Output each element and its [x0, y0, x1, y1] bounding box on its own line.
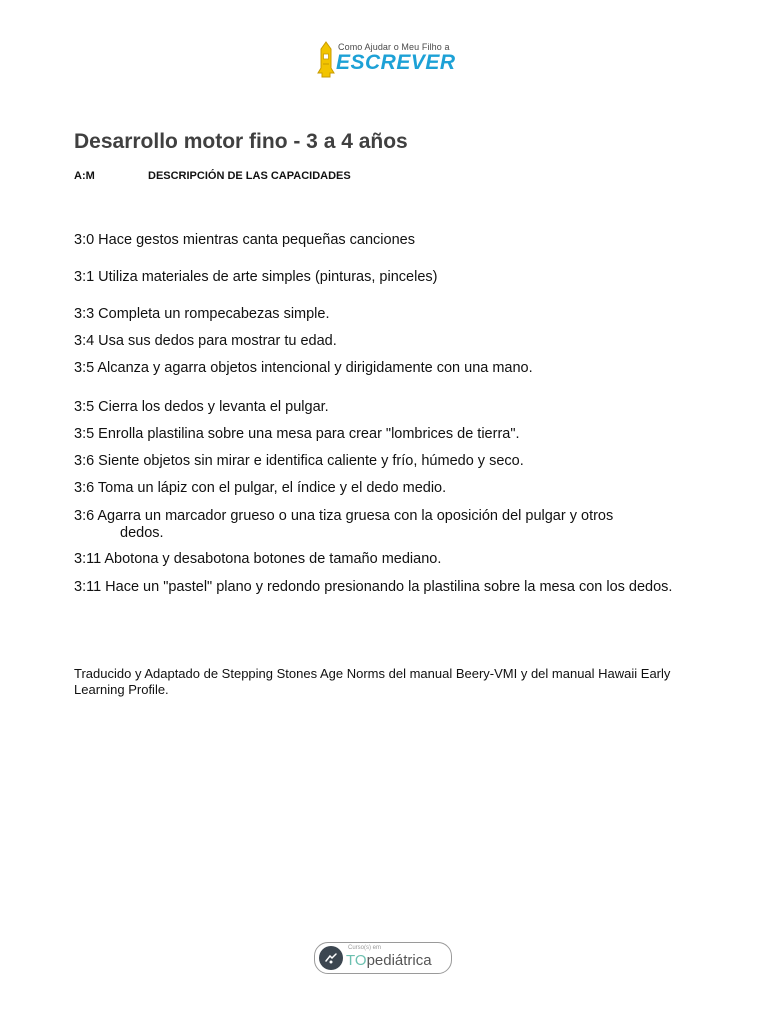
item-text: 3:0 Hace gestos mientras canta pequeñas canciones [74, 232, 415, 248]
footer-logo [314, 942, 452, 974]
column-header-description: DESCRIPCIÓN DE LAS CAPACIDADES [148, 170, 351, 182]
item-text: 3:6 Siente objetos sin mirar e identifica caliente y frío, húmedo y seco. [74, 453, 524, 469]
footer-brand [346, 952, 432, 969]
pencil-rocket-icon [316, 40, 336, 80]
footer-brand-rest: pediátrica [366, 952, 432, 969]
list-item [74, 333, 694, 350]
column-header-age: A:M [74, 170, 95, 182]
footer-brand-to: TO [346, 952, 367, 969]
footnote: Traducido y Adaptado de Stepping Stones Age Norms del manual Beery-VMI y del manual Hawaii Early Learning Profile. [74, 666, 671, 697]
item-text: 3:6 Agarra un marcador grueso o una tiza gruesa con la oposición del pulgar y otros [74, 508, 614, 524]
list-item [74, 551, 694, 568]
page-title: Desarrollo motor fino - 3 a 4 años [74, 130, 408, 153]
list-item [74, 426, 694, 443]
list-item [74, 480, 694, 497]
header-logo [316, 40, 456, 80]
item-text: 3:5 Cierra los dedos y levanta el pulgar. [74, 399, 329, 415]
list-item [74, 232, 694, 249]
list-item [74, 269, 694, 286]
item-text: 3:11 Hace un "pastel" plano y redondo presionando la plastilina sobre la mesa con los dedos. [74, 579, 673, 595]
item-text: 3:5 Enrolla plastilina sobre una mesa para crear "lombrices de tierra". [74, 426, 520, 442]
list-item [74, 306, 694, 323]
item-text: 3:5 Alcanza y agarra objetos intencional y dirigidamente con una mano. [74, 360, 533, 376]
list-item [74, 399, 694, 416]
item-text: 3:1 Utiliza materiales de arte simples (pinturas, pinceles) [74, 269, 438, 285]
footer-tagline: Curso(s) em [348, 945, 382, 951]
item-text: 3:6 Toma un lápiz con el pulgar, el índice y el dedo medio. [74, 480, 447, 496]
list-item [74, 453, 694, 470]
list-item [74, 508, 694, 542]
item-text: 3:4 Usa sus dedos para mostrar tu edad. [74, 333, 337, 349]
logo-tagline: Como Ajudar o Meu Filho a [338, 42, 450, 52]
list-item [74, 360, 694, 377]
item-continuation: dedos. [120, 525, 164, 541]
hand-icon [319, 946, 343, 970]
list-item [74, 579, 674, 596]
item-text: 3:3 Completa un rompecabezas simple. [74, 306, 330, 322]
logo-wordmark: ESCREVER [336, 51, 456, 74]
item-text: 3:11 Abotona y desabotona botones de tamaño mediano. [74, 551, 442, 567]
